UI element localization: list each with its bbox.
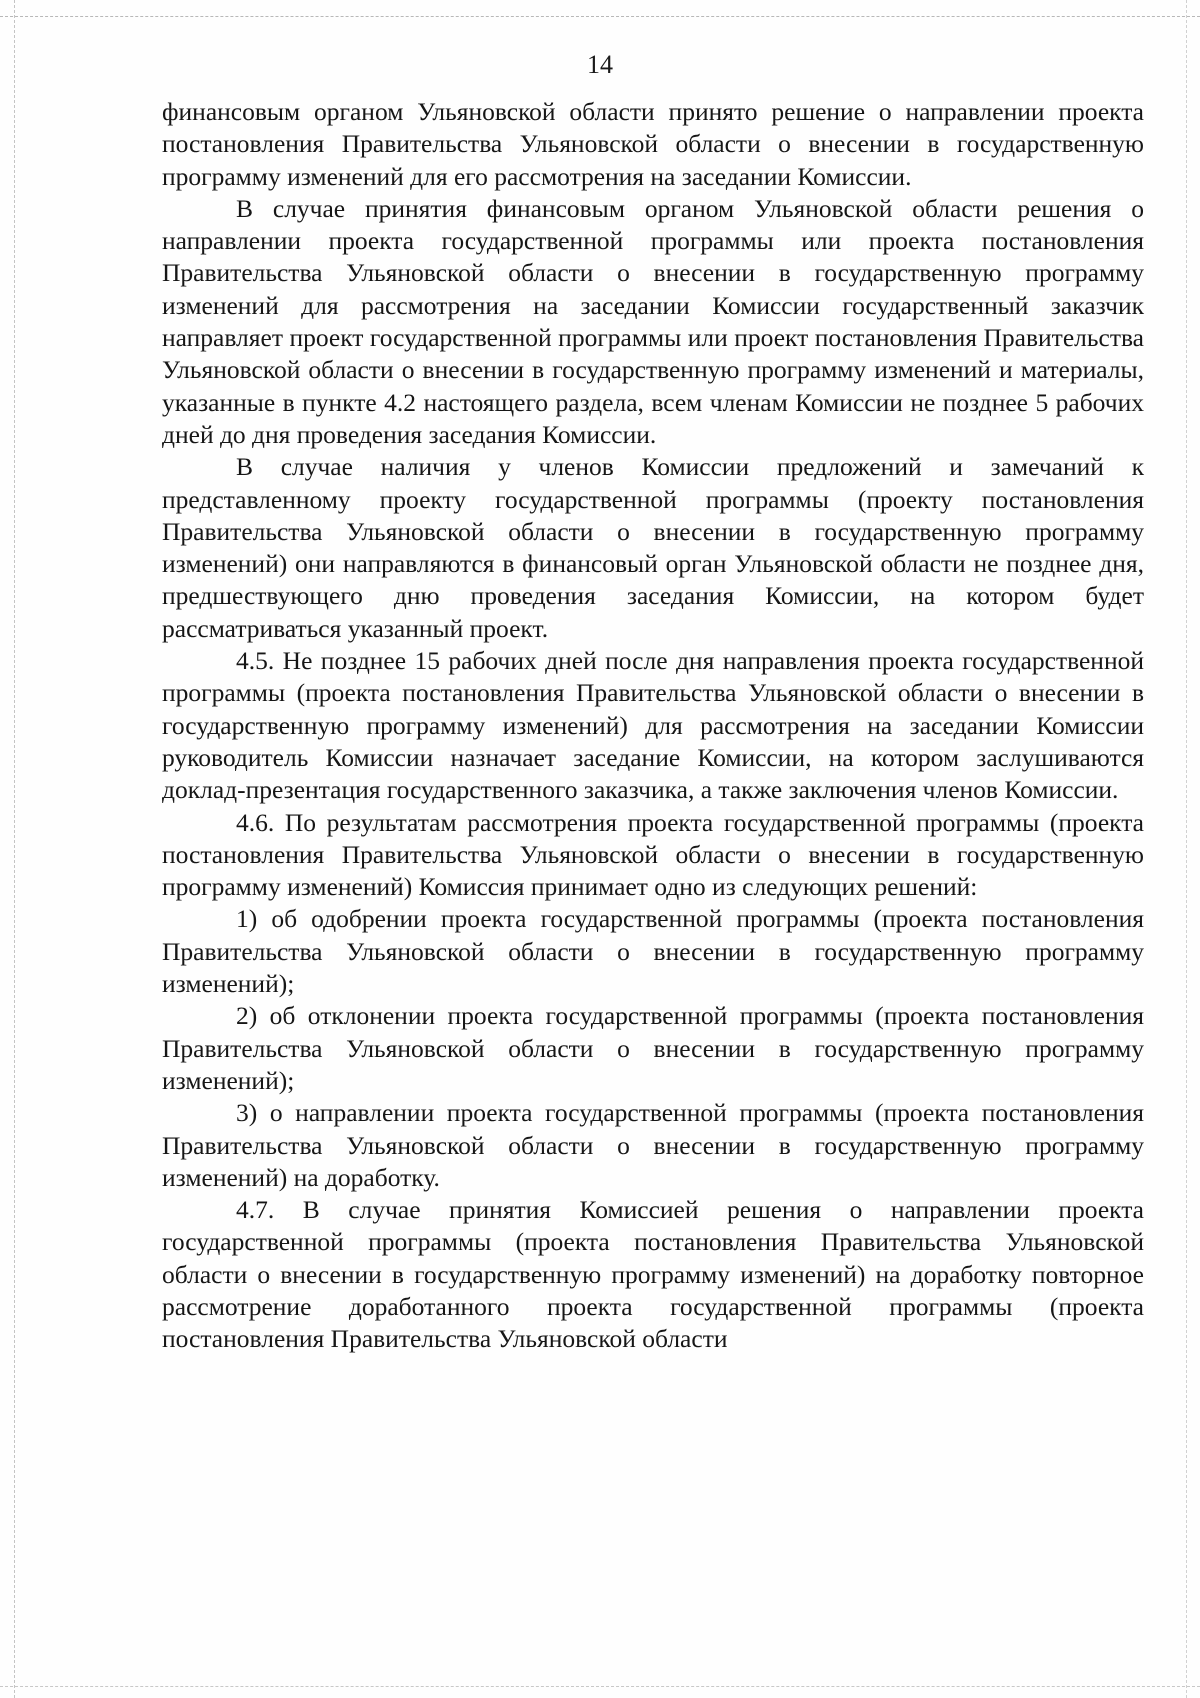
clause-4-5: 4.5. Не позднее 15 рабочих дней после дня направления проекта государственной программы (проекта постановления Правительства Ульяновской области о внесении в государственную программу изменений) для рассмотрения на заседании Комиссии руководитель Комиссии назначает заседание Комиссии, на котором заслушиваются доклад-презентация государственного заказчика, а также заключения членов Комиссии. xyxy=(162,646,1144,805)
decision-item-1: 1) об одобрении проекта государственной программы (проекта постановления Правительства Ульяновской области о внесении в государственную программу изменений); xyxy=(162,904,1144,999)
clause-4-6: 4.6. По результатам рассмотрения проекта государственной программы (проекта постановления Правительства Ульяновской области о внесении в государственную программу изменений) Комиссия принимает одно из следующих решений: xyxy=(162,807,1144,902)
scan-edge-right xyxy=(1186,0,1187,1698)
scan-edge-bottom xyxy=(0,1686,1200,1687)
paragraph-remarks: В случае наличия у членов Комиссии предложений и замечаний к представленному проекту государственной программы (проекту постановления Правительства Ульяновской области о внесении в государственную программу изменений) они направляются в финансовый орган Ульяновской области не позднее дня, предшествующего дню проведения заседания Комиссии, на котором будет рассматриваться указанный проект. xyxy=(162,452,1144,643)
document-body xyxy=(162,96,1144,1356)
clause-4-7: 4.7. В случае принятия Комиссией решения о направлении проекта государственной программы (проекта постановления Правительства Ульяновской области о внесении в государственную программу изменений) на доработку повторное рассмотрение доработанного проекта государственной программы (проекта постановления Правительства Ульяновской области xyxy=(162,1195,1144,1354)
decision-item-2: 2) об отклонении проекта государственной программы (проекта постановления Правительства Ульяновской области о внесении в государственную программу изменений); xyxy=(162,1001,1144,1095)
decision-item-3: 3) о направлении проекта государственной программы (проекта постановления Правительства Ульяновской области о внесении в государственную программу изменений) на доработку. xyxy=(162,1098,1144,1192)
paragraph-submission: В случае принятия финансовым органом Ульяновской области решения о направлении проекта государственной программы или проекта постановления Правительства Ульяновской области о внесении в государственную программу изменений для рассмотрения на заседании Комиссии государственный заказчик направляет проект государственной программы или проект постановления Правительства Ульяновской области о внесении в государственную программу изменений и материалы, указанные в пункте 4.2 настоящего раздела, всем членам Комиссии не позднее 5 рабочих дней до дня проведения заседания Комиссии. xyxy=(162,193,1144,449)
page-number: 14 xyxy=(587,50,613,79)
scan-edge-left xyxy=(14,0,15,1698)
scan-edge-top xyxy=(0,16,1200,17)
paragraph-continuation: финансовым органом Ульяновской области принято решение о направлении проекта постановления Правительства Ульяновской области о внесении в государственную программу изменений для его рассмотрения на заседании Комиссии. xyxy=(162,97,1144,191)
